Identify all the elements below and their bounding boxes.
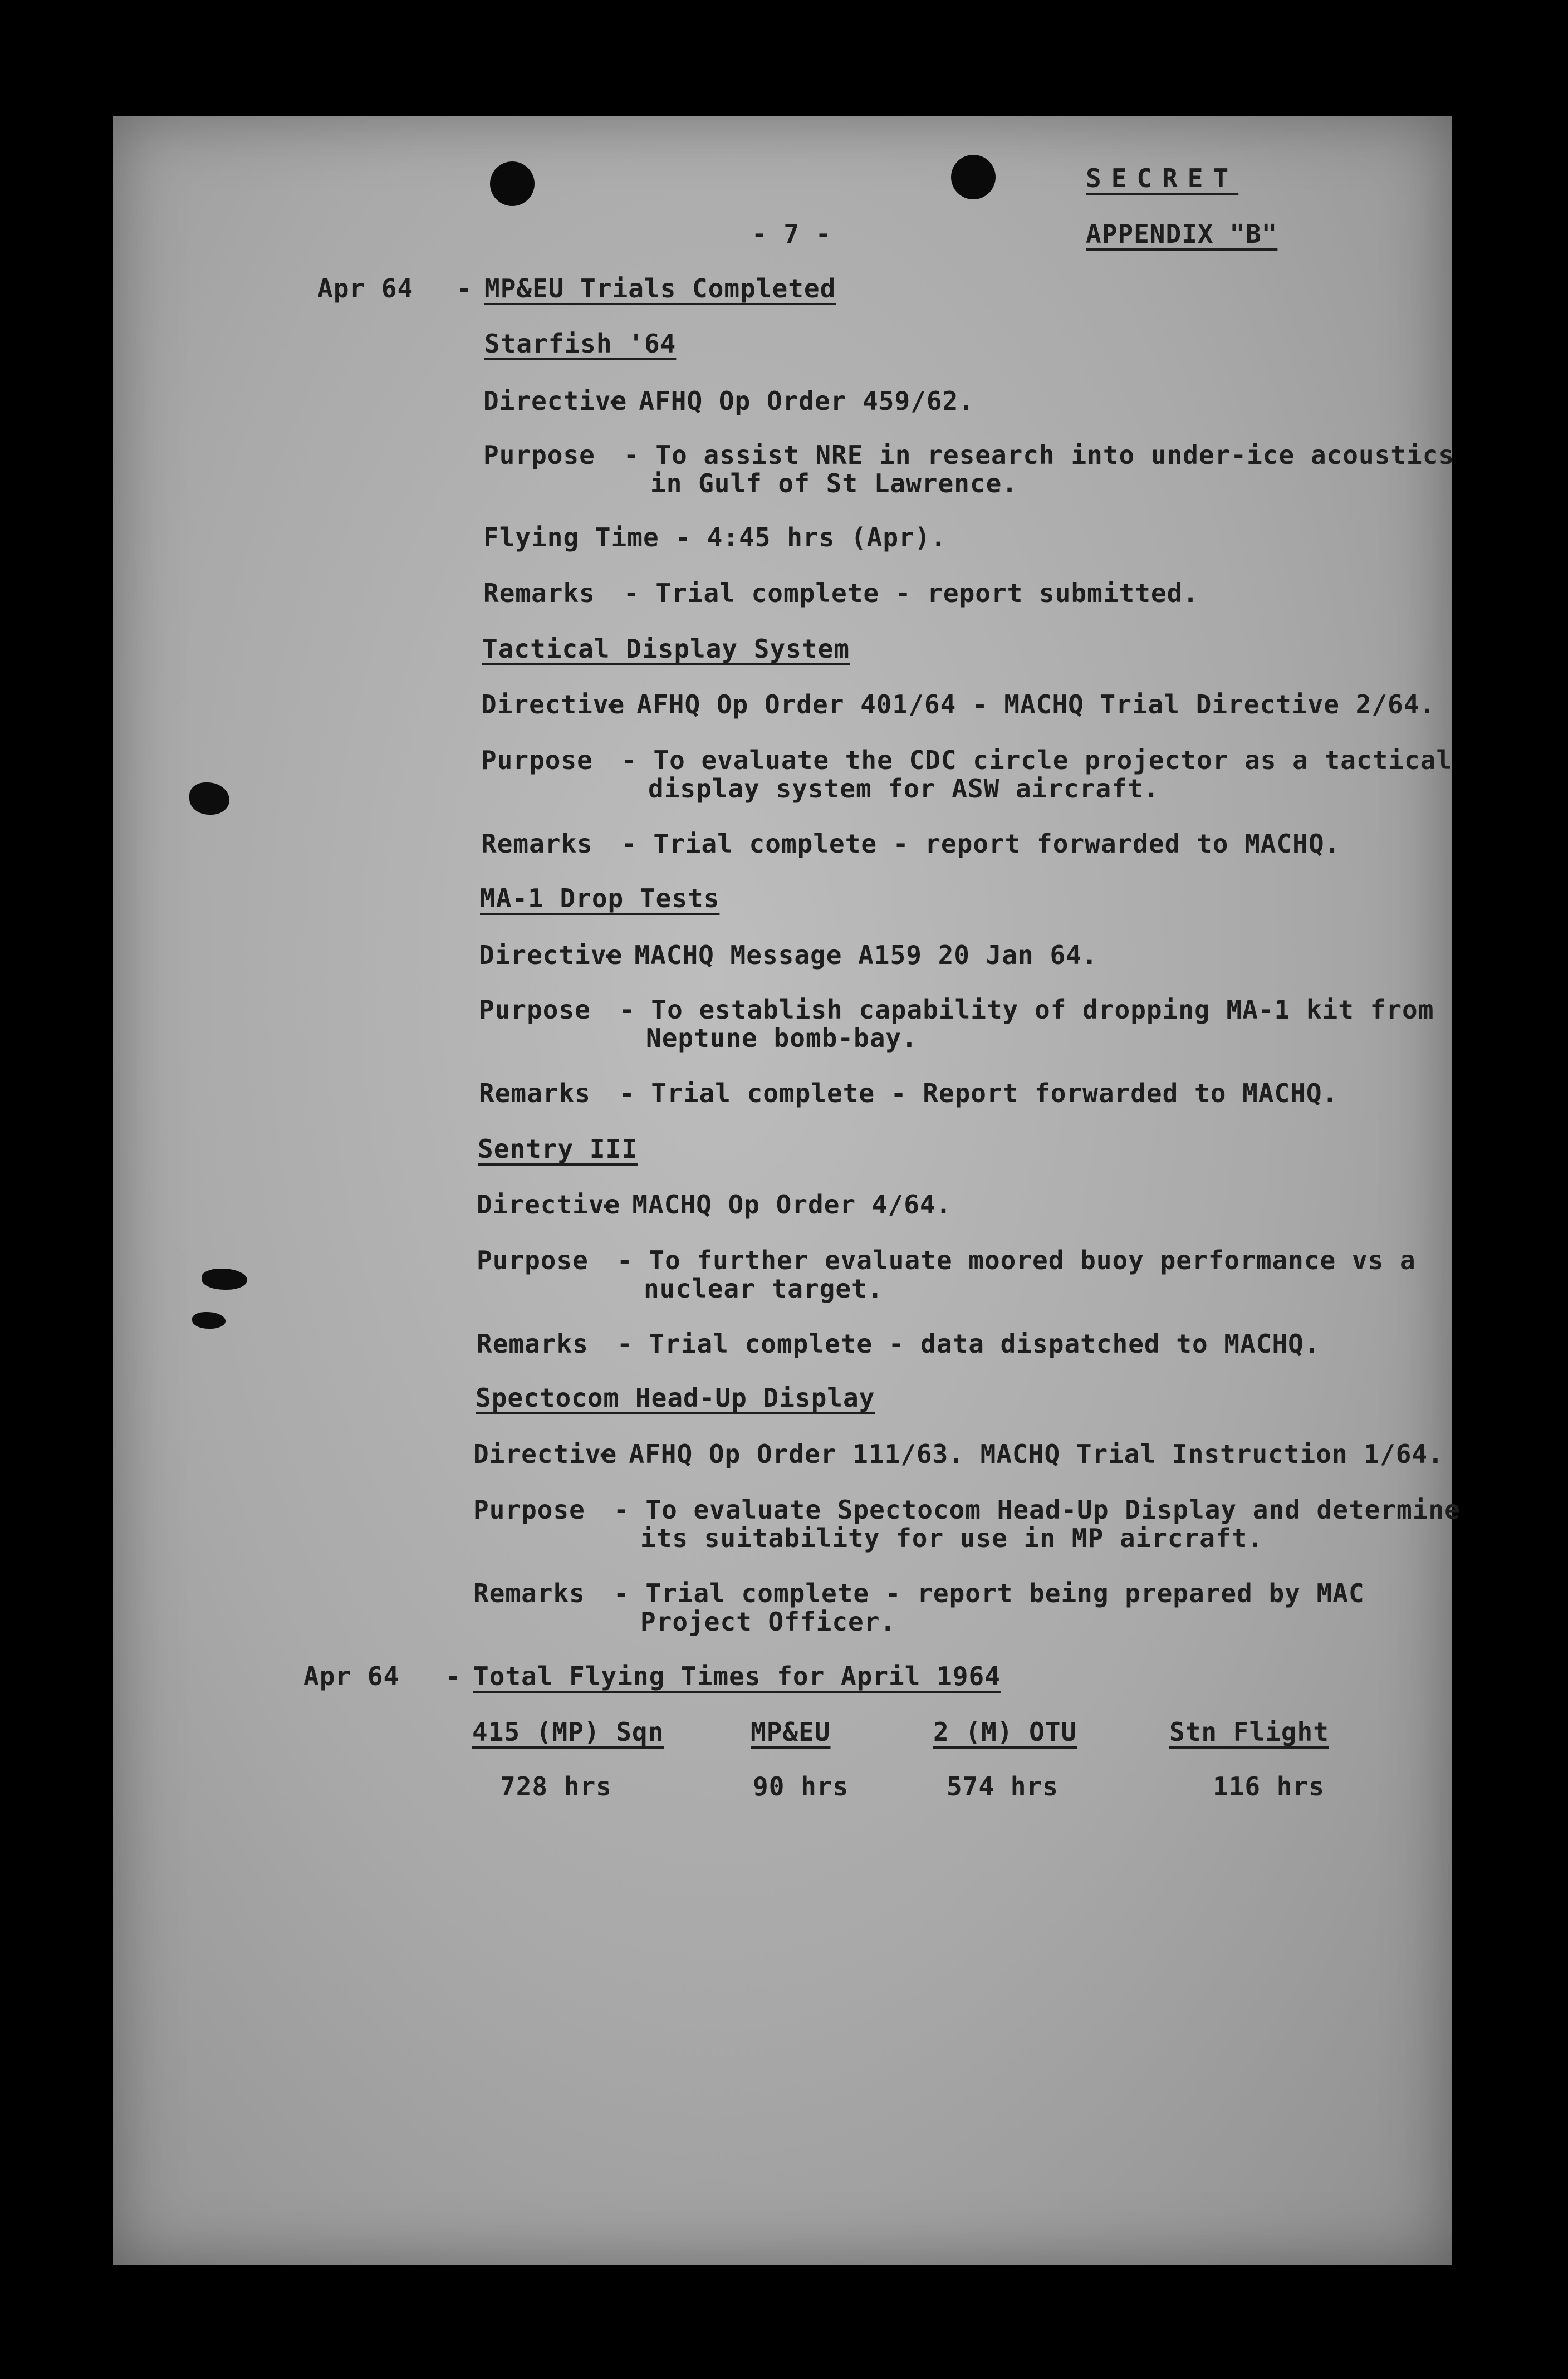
trial-title: MA-1 Drop Tests (480, 883, 720, 913)
ink-blot (202, 1269, 247, 1290)
directive-label: Directive (483, 386, 628, 416)
remarks-text: - Trial complete - Report forwarded to MACHQ. (619, 1078, 1339, 1108)
purpose-text: Neptune bomb-bay. (646, 1023, 918, 1053)
punch-hole-right (951, 155, 996, 199)
remarks-text: - Trial complete - report submitted. (624, 578, 1199, 608)
classification-marking: SECRET (1086, 163, 1239, 193)
remarks-label: Remarks (473, 1578, 585, 1608)
table-header-unit: Stn Flight (1169, 1717, 1329, 1747)
directive-text: - MACHQ Message A159 20 Jan 64. (602, 940, 1098, 970)
section-title: Total Flying Times for April 1964 (473, 1661, 1001, 1691)
purpose-text: display system for ASW aircraft. (648, 774, 1160, 804)
purpose-label: Purpose (477, 1245, 589, 1275)
purpose-label: Purpose (481, 745, 593, 775)
purpose-label: Purpose (479, 995, 591, 1025)
purpose-text: - To further evaluate moored buoy performance vs a (617, 1245, 1416, 1275)
section-dash: - (457, 273, 473, 304)
table-cell-hours: 574 hrs (947, 1771, 1059, 1802)
purpose-text: in Gulf of St Lawrence. (650, 468, 1018, 498)
ink-blot (192, 1312, 226, 1329)
table-header-unit: MP&EU (751, 1717, 831, 1747)
purpose-label: Purpose (483, 440, 595, 470)
table-cell-hours: 116 hrs (1213, 1771, 1325, 1802)
purpose-text: - To establish capability of dropping MA-1 kit from (619, 995, 1434, 1025)
trial-title: Sentry III (478, 1134, 638, 1164)
table-cell-hours: 728 hrs (500, 1771, 612, 1802)
purpose-text: its suitability for use in MP aircraft. (640, 1523, 1264, 1553)
purpose-text: nuclear target. (644, 1274, 884, 1304)
directive-label: Directive (473, 1439, 618, 1469)
section-date: Apr 64 (317, 273, 414, 304)
section-title: MP&EU Trials Completed (484, 273, 836, 304)
flying-time: Flying Time - 4:45 hrs (Apr). (483, 522, 947, 552)
purpose-text: - To evaluate the CDC circle projector as a tactical (621, 745, 1453, 775)
trial-title: Tactical Display System (482, 634, 850, 664)
remarks-text: - Trial complete - report forwarded to MACHQ. (621, 829, 1341, 859)
purpose-text: - To evaluate Spectocom Head-Up Display and determine (614, 1495, 1461, 1525)
page-number: - 7 - (752, 219, 832, 249)
directive-label: Directive (481, 689, 625, 719)
table-header-unit: 2 (M) OTU (933, 1717, 1077, 1747)
remarks-label: Remarks (477, 1329, 589, 1359)
remarks-text: Project Officer. (640, 1607, 896, 1637)
purpose-text: - To assist NRE in research into under-ice acoustics (624, 440, 1455, 470)
punch-hole-left (490, 161, 535, 206)
table-cell-hours: 90 hrs (753, 1771, 849, 1802)
directive-text: - AFHQ Op Order 459/62. (607, 386, 974, 416)
remarks-label: Remarks (479, 1078, 591, 1108)
section-date: Apr 64 (303, 1661, 400, 1691)
directive-label: Directive (477, 1190, 621, 1220)
directive-text: - AFHQ Op Order 401/64 - MACHQ Trial Directive 2/64. (605, 689, 1436, 719)
remarks-text: - Trial complete - report being prepared by MAC (614, 1578, 1365, 1608)
appendix-label: APPENDIX "B" (1086, 219, 1278, 249)
remarks-text: - Trial complete - data dispatched to MACHQ. (617, 1329, 1320, 1359)
remarks-label: Remarks (481, 829, 593, 859)
remarks-label: Remarks (483, 578, 595, 608)
directive-text: - MACHQ Op Order 4/64. (600, 1190, 952, 1220)
section-dash: - (445, 1661, 462, 1691)
directive-label: Directive (479, 940, 623, 970)
table-header-unit: 415 (MP) Sqn (472, 1717, 664, 1747)
purpose-label: Purpose (473, 1495, 585, 1525)
trial-title: Starfish '64 (484, 329, 677, 359)
trial-title: Spectocom Head-Up Display (476, 1383, 875, 1413)
directive-text: - AFHQ Op Order 111/63. MACHQ Trial Instruction 1/64. (597, 1439, 1444, 1469)
